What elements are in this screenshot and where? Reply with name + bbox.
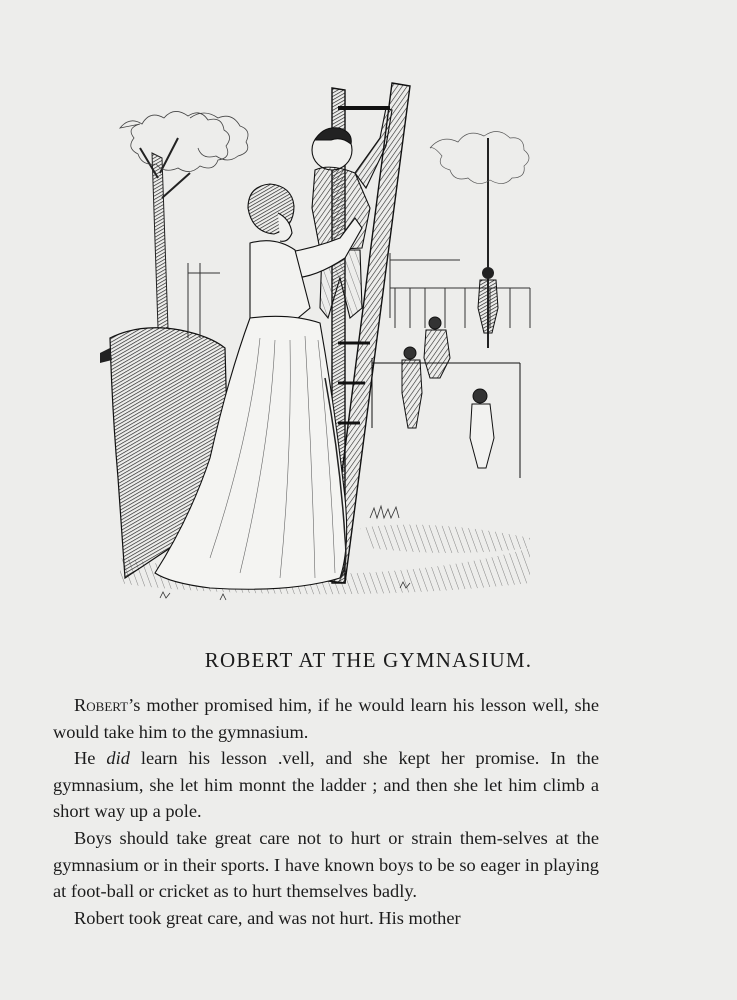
- body-text: [53, 692, 599, 931]
- paragraph-text: ’s mother promised him, if he would learn his lesson well, she would take him to the gymnasium.: [53, 695, 599, 742]
- paragraph-text: Boys should take great care not to hurt or strain them-selves at the gymnasium or in their sports. I have known boys to be so eager in playing at foot-ball or cricket as to hurt themselves badly.: [53, 827, 599, 902]
- paragraph-text: learn his lesson .vell, and she kept her promise. In the gymnasium, she let him monnt the ladder ; and then she let him climb a short way up a pole.: [53, 748, 600, 822]
- paragraph-3: [53, 825, 599, 905]
- climbing-boy-figure: [478, 267, 498, 333]
- woman-and-boy-ladder-icon: [100, 78, 540, 618]
- paragraph-4: [53, 905, 599, 932]
- chapter-heading: ROBERT AT THE GYMNASIUM.: [204, 648, 533, 672]
- paragraph-text: Robert took great care, and was not hurt. His mother: [74, 907, 461, 928]
- engraving-illustration: [100, 78, 540, 618]
- paragraph-1: [53, 692, 599, 745]
- emphasis-word: did: [106, 748, 130, 769]
- smallcaps-name: Robert: [74, 695, 129, 715]
- paragraph-2: [53, 745, 599, 825]
- paragraph-prefix: He: [74, 748, 107, 769]
